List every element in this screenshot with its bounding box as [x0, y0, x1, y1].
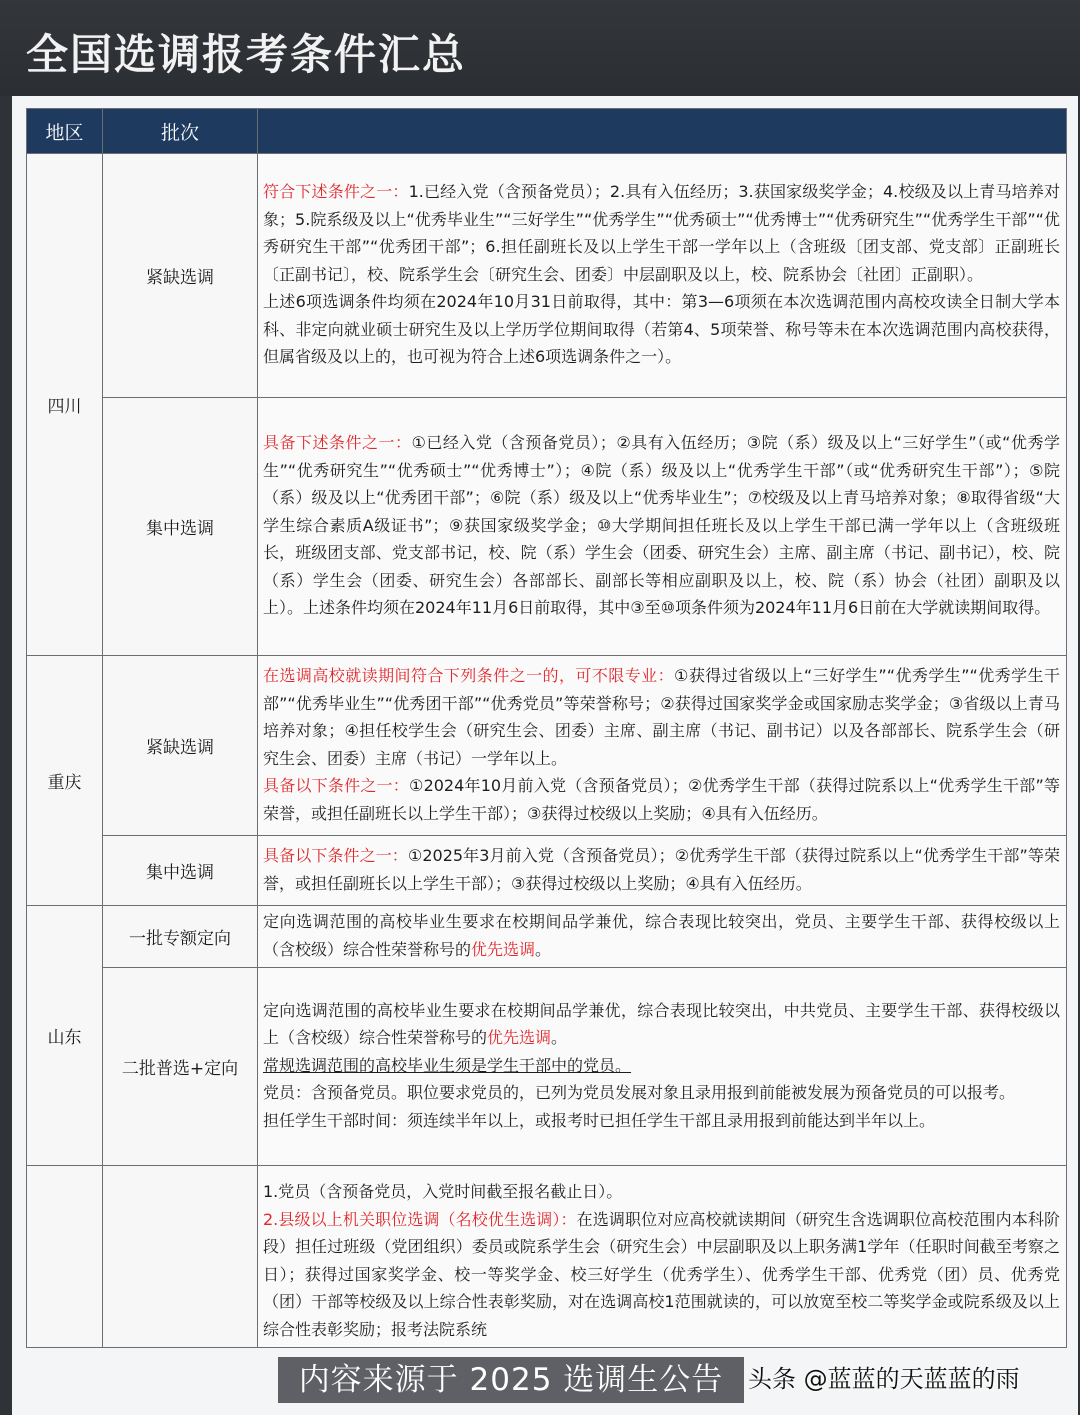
document-sheet: [12, 96, 1078, 1415]
condition-lead: 2.县级以上机关职位选调（名校优生选调）：: [263, 1209, 577, 1229]
condition-end: 。: [535, 939, 552, 959]
table-header-row: [27, 109, 1067, 154]
condition-text: ①2025年3月前入党（含预备党员）；②优秀学生干部（获得过院系以上“优秀学生干部”等荣誉，或担任副班长以上学生干部）；③获得过校级以上奖励；④具有入伍经历。: [263, 846, 1060, 893]
condition-text: 1.已经入党（含预备党员）；2.具有入伍经历；3.获国家级奖学金；4.校级及以上青马培养对象；5.院系级及以上“优秀毕业生”“三好学生”“优秀学生”“优秀硕士”“优秀博士”“优秀研究生”“优秀学生干部”“优秀研究生干部”“优秀团干部”；6.担任副班长及以上学生干部一学年以上（含班级〔团支部、党支部〕正副班长〔正副书记〕，校、院系学生会〔研究生会、团委〕中层副职及以上，校、院系协会〔社团〕正副职）。: [263, 182, 1060, 284]
conditions-cell: [258, 968, 1067, 1166]
priority-highlight: 优先选调: [471, 939, 536, 959]
condition-text: ①2024年10月前入党（含预备党员）；②优秀学生干部（获得过院系以上“优秀学生干部”等荣誉，或担任副班长以上学生干部）；③获得过校级以上奖励；④具有入伍经历。: [263, 776, 1060, 823]
condition-lead: 具备以下条件之一：: [263, 776, 409, 795]
condition-text: 定向选调范围的高校毕业生要求在校期间品学兼优，综合表现比较突出，中共党员、主要学生干部、获得校级以上（含校级）综合性荣誉称号的: [263, 1000, 1060, 1048]
table-row: [27, 154, 1067, 398]
region-cell-chongqing: 重庆: [27, 656, 103, 906]
condition-lead: 具备下述条件之一：: [263, 433, 412, 453]
table-row: [27, 656, 1067, 836]
condition-text: ①已经入党（含预备党员）；②具有入伍经历；③院（系）级及以上“三好学生”（或“优秀学生”“优秀研究生”“优秀硕士”“优秀博士”）；④院（系）级及以上“优秀学生干部”（或“优秀研究生干部”）；⑤院（系）级及以上“优秀团干部”；⑥院（系）级及以上“优秀毕业生”；⑦校级及以上青马培养对象；⑧取得省级“大学生综合素质A级证书”；⑨获国家级奖学金；⑩大学期间担任班长及以上学生干部已满一学年以上（含班级班长，班级团支部、党支部书记，校、院（系）学生会（团委、研究生会）主席、副主席（书记、副书记），校、院（系）学生会（团委、研究生会）各部部长、副部长等相应副职及以上，校、院（系）协会（社团）副职及以上）。上述条件均须在2024年11月6日前取得，其中③至⑩项条件须为2024年11月6日前在大学就读期间取得。: [263, 433, 1060, 618]
batch-cell: [103, 1166, 258, 1348]
condition-text: 定向选调范围的高校毕业生要求在校期间品学兼优，综合表现比较突出，党员、主要学生干部、获得校级以上（含校级）综合性荣誉称号的: [263, 912, 1060, 959]
condition-text: ①获得过省级以上“三好学生”“优秀学生”“优秀学生干部”“优秀毕业生”“优秀团干部”“优秀党员”等荣誉称号；②获得过国家奖学金或国家励志奖学金；③省级以上青马培养对象；④担任校学生会（研究生会、团委）主席、副主席（书记、副书记）以及各部部长、院系学生会（研究生会、团委）主席（书记）一学年以上。: [263, 666, 1060, 768]
conditions-cell: [258, 1166, 1067, 1348]
table-row: [27, 1166, 1067, 1348]
condition-text: 1.党员（含预备党员，入党时间截至报名截止日）。: [263, 1182, 623, 1201]
condition-text: 常规选调范围的高校毕业生须是学生干部中的党员。: [263, 1055, 632, 1075]
condition-end: 。: [551, 1028, 568, 1048]
source-banner: 内容来源于 2025 选调生公告: [278, 1357, 744, 1403]
header-conditions: [258, 109, 1067, 154]
watermark: 头条 @蓝蓝的天蓝蓝的雨: [748, 1365, 1020, 1393]
header-batch: 批次: [103, 109, 258, 154]
condition-lead: 具备以下条件之一：: [263, 846, 408, 865]
batch-cell: 集中选调: [103, 836, 258, 906]
header-region: 地区: [27, 109, 103, 154]
condition-text: 党员：含预备党员。职位要求党员的，已列为党员发展对象且录用报到前能被发展为预备党员的可以报考。: [263, 1083, 1016, 1103]
table-row: [27, 398, 1067, 656]
conditions-cell: [258, 398, 1067, 656]
region-cell-sichuan: 四川: [27, 154, 103, 656]
condition-text: 上述6项选调条件均须在2024年10月31日前取得，其中：第3—6项须在本次选调范围内高校攻读全日制大学本科、非定向就业硕士研究生及以上学历学位期间取得（若第4、5项荣誉、称号等未在本次选调范围内高校获得，但属省级及以上的，也可视为符合上述6项选调条件之一）。: [263, 292, 1060, 367]
condition-text: 在选调职位对应高校就读期间（研究生含选调职位高校范围内本科阶段）担任过班级（党团组织）委员或院系学生会（研究生会）中层副职及以上职务满1学年（任职时间截至考察之日）；获得过国家奖学金、校一等奖学金、校三好学生（优秀学生）、优秀学生干部、优秀党（团）员、优秀党（团）干部等校级及以上综合性表彰奖励，对在选调高校1范围就读的，可以放宽至校二等奖学金或院系级及以上综合性表彰奖励；报考法院系统: [263, 1209, 1060, 1339]
batch-cell: 集中选调: [103, 398, 258, 656]
table-row: [27, 906, 1067, 968]
conditions-cell: [258, 906, 1067, 968]
batch-cell: 紧缺选调: [103, 656, 258, 836]
batch-cell: 紧缺选调: [103, 154, 258, 398]
table-row: [27, 968, 1067, 1166]
table-row: [27, 836, 1067, 906]
conditions-cell: [258, 154, 1067, 398]
condition-lead: 在选调高校就读期间符合下列条件之一的，可不限专业：: [263, 666, 675, 685]
region-cell-shandong: 山东: [27, 906, 103, 1166]
priority-highlight: 优先选调: [487, 1028, 552, 1048]
conditions-cell: [258, 836, 1067, 906]
title-bar: [0, 0, 1080, 96]
region-cell: [27, 1166, 103, 1348]
conditions-table: [26, 108, 1067, 1348]
page-title: 全国选调报考条件汇总: [26, 30, 467, 79]
condition-text: 担任学生干部时间：须连续半年以上，或报考时已担任学生干部且录用报到前能达到半年以上。: [263, 1110, 936, 1130]
condition-lead: 符合下述条件之一：: [263, 182, 409, 202]
batch-cell: 一批专额定向: [103, 906, 258, 968]
conditions-cell: [258, 656, 1067, 836]
batch-cell: 二批普选+定向: [103, 968, 258, 1166]
